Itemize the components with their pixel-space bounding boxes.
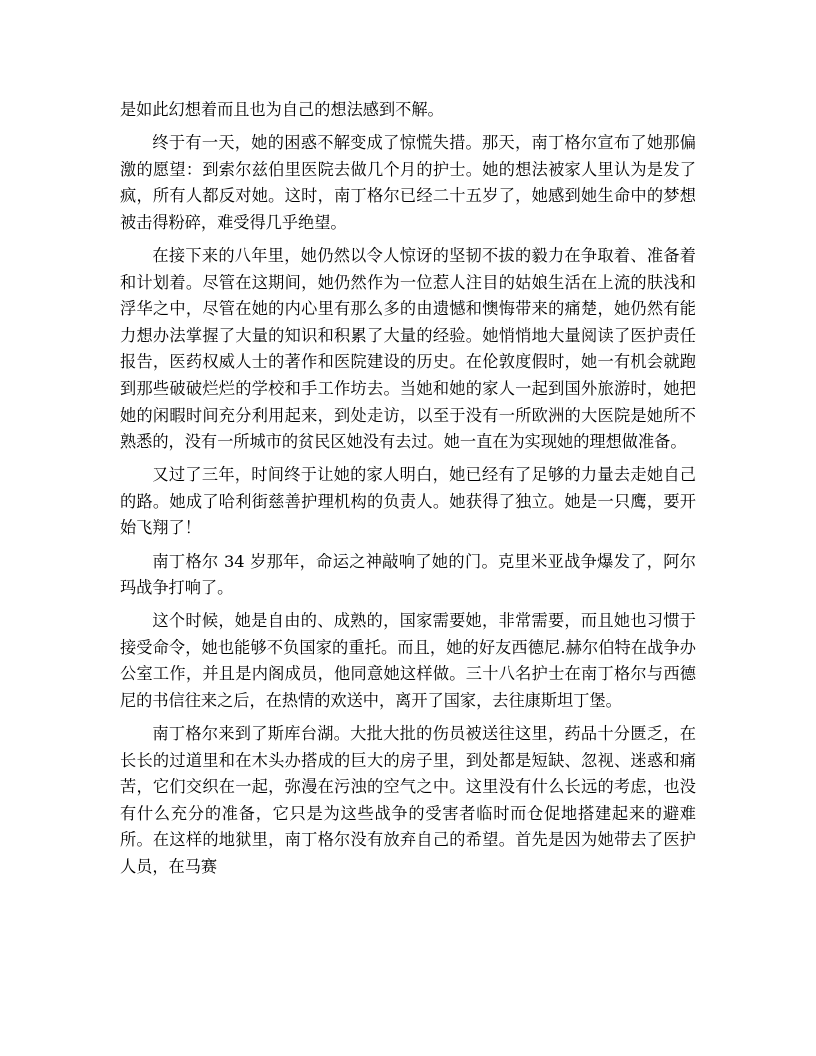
paragraph: 这个时候，她是自由的、成熟的，国家需要她，非常需要，而且她也习惯于接受命令，她也能够不负国家的重托。而且，她的好友西德尼.赫尔伯特在战争办公室工作，并且是内阁成员，他同意她这样做。三十八名护士在南丁格尔与西德尼的书信往来之后，在热情的欢送中，离开了国家，去往康斯坦丁堡。 (120, 611, 696, 710)
document-page (120, 97, 696, 887)
paragraph: 南丁格尔来到了斯库台湖。大批大批的伤员被送往这里，药品十分匮乏，在长长的过道里和在木头办搭成的巨大的房子里，到处都是短缺、忽视、迷惑和痛苦，它们交织在一起，弥漫在污浊的空气之中。这里没有什么长远的考虑，也没有什么充分的准备，它只是为这些战争的受害者临时而仓促地搭建起来的避难所。在这样的地狱里，南丁格尔没有放弃自己的希望。首先是因为她带去了医护人员，在马赛 (120, 724, 696, 877)
paragraph: 在接下来的八年里，她仍然以令人惊讶的坚韧不拔的毅力在争取着、准备着和计划着。尽管在这期间，她仍然作为一位惹人注目的姑娘生活在上流的肤浅和浮华之中，尽管在她的内心里有那么多的由遗憾和懊悔带来的痛楚，她仍然有能力想办法掌握了大量的知识和积累了大量的经验。她悄悄地大量阅读了医护责任报告，医药权威人士的著作和医院建设的历史。在伦敦度假时，她一有机会就跑到那些破破烂烂的学校和手工作坊去。当她和她的家人一起到国外旅游时，她把她的闲暇时间充分利用起来，到处走访，以至于没有一所欧洲的大医院是她所不熟悉的，没有一所城市的贫民区她没有去过。她一直在为实现她的理想做准备。 (120, 245, 696, 452)
paragraph: 终于有一天，她的困惑不解变成了惊慌失措。那天，南丁格尔宣布了她那偏激的愿望：到索尔兹伯里医院去做几个月的护士。她的想法被家人里认为是发了疯，所有人都反对她。这时，南丁格尔已经二十五岁了，她感到她生命中的梦想被击得粉碎，难受得几乎绝望。 (120, 133, 696, 232)
paragraph: 又过了三年，时间终于让她的家人明白，她已经有了足够的力量去走她自己的路。她成了哈利街慈善护理机构的负责人。她获得了独立。她是一只鹰，要开始飞翔了！ (120, 465, 696, 538)
paragraph: 南丁格尔 34 岁那年，命运之神敲响了她的门。克里米亚战争爆发了，阿尔玛战争打响了。 (120, 551, 696, 598)
paragraph-continuation: 是如此幻想着而且也为自己的想法感到不解。 (120, 100, 444, 119)
